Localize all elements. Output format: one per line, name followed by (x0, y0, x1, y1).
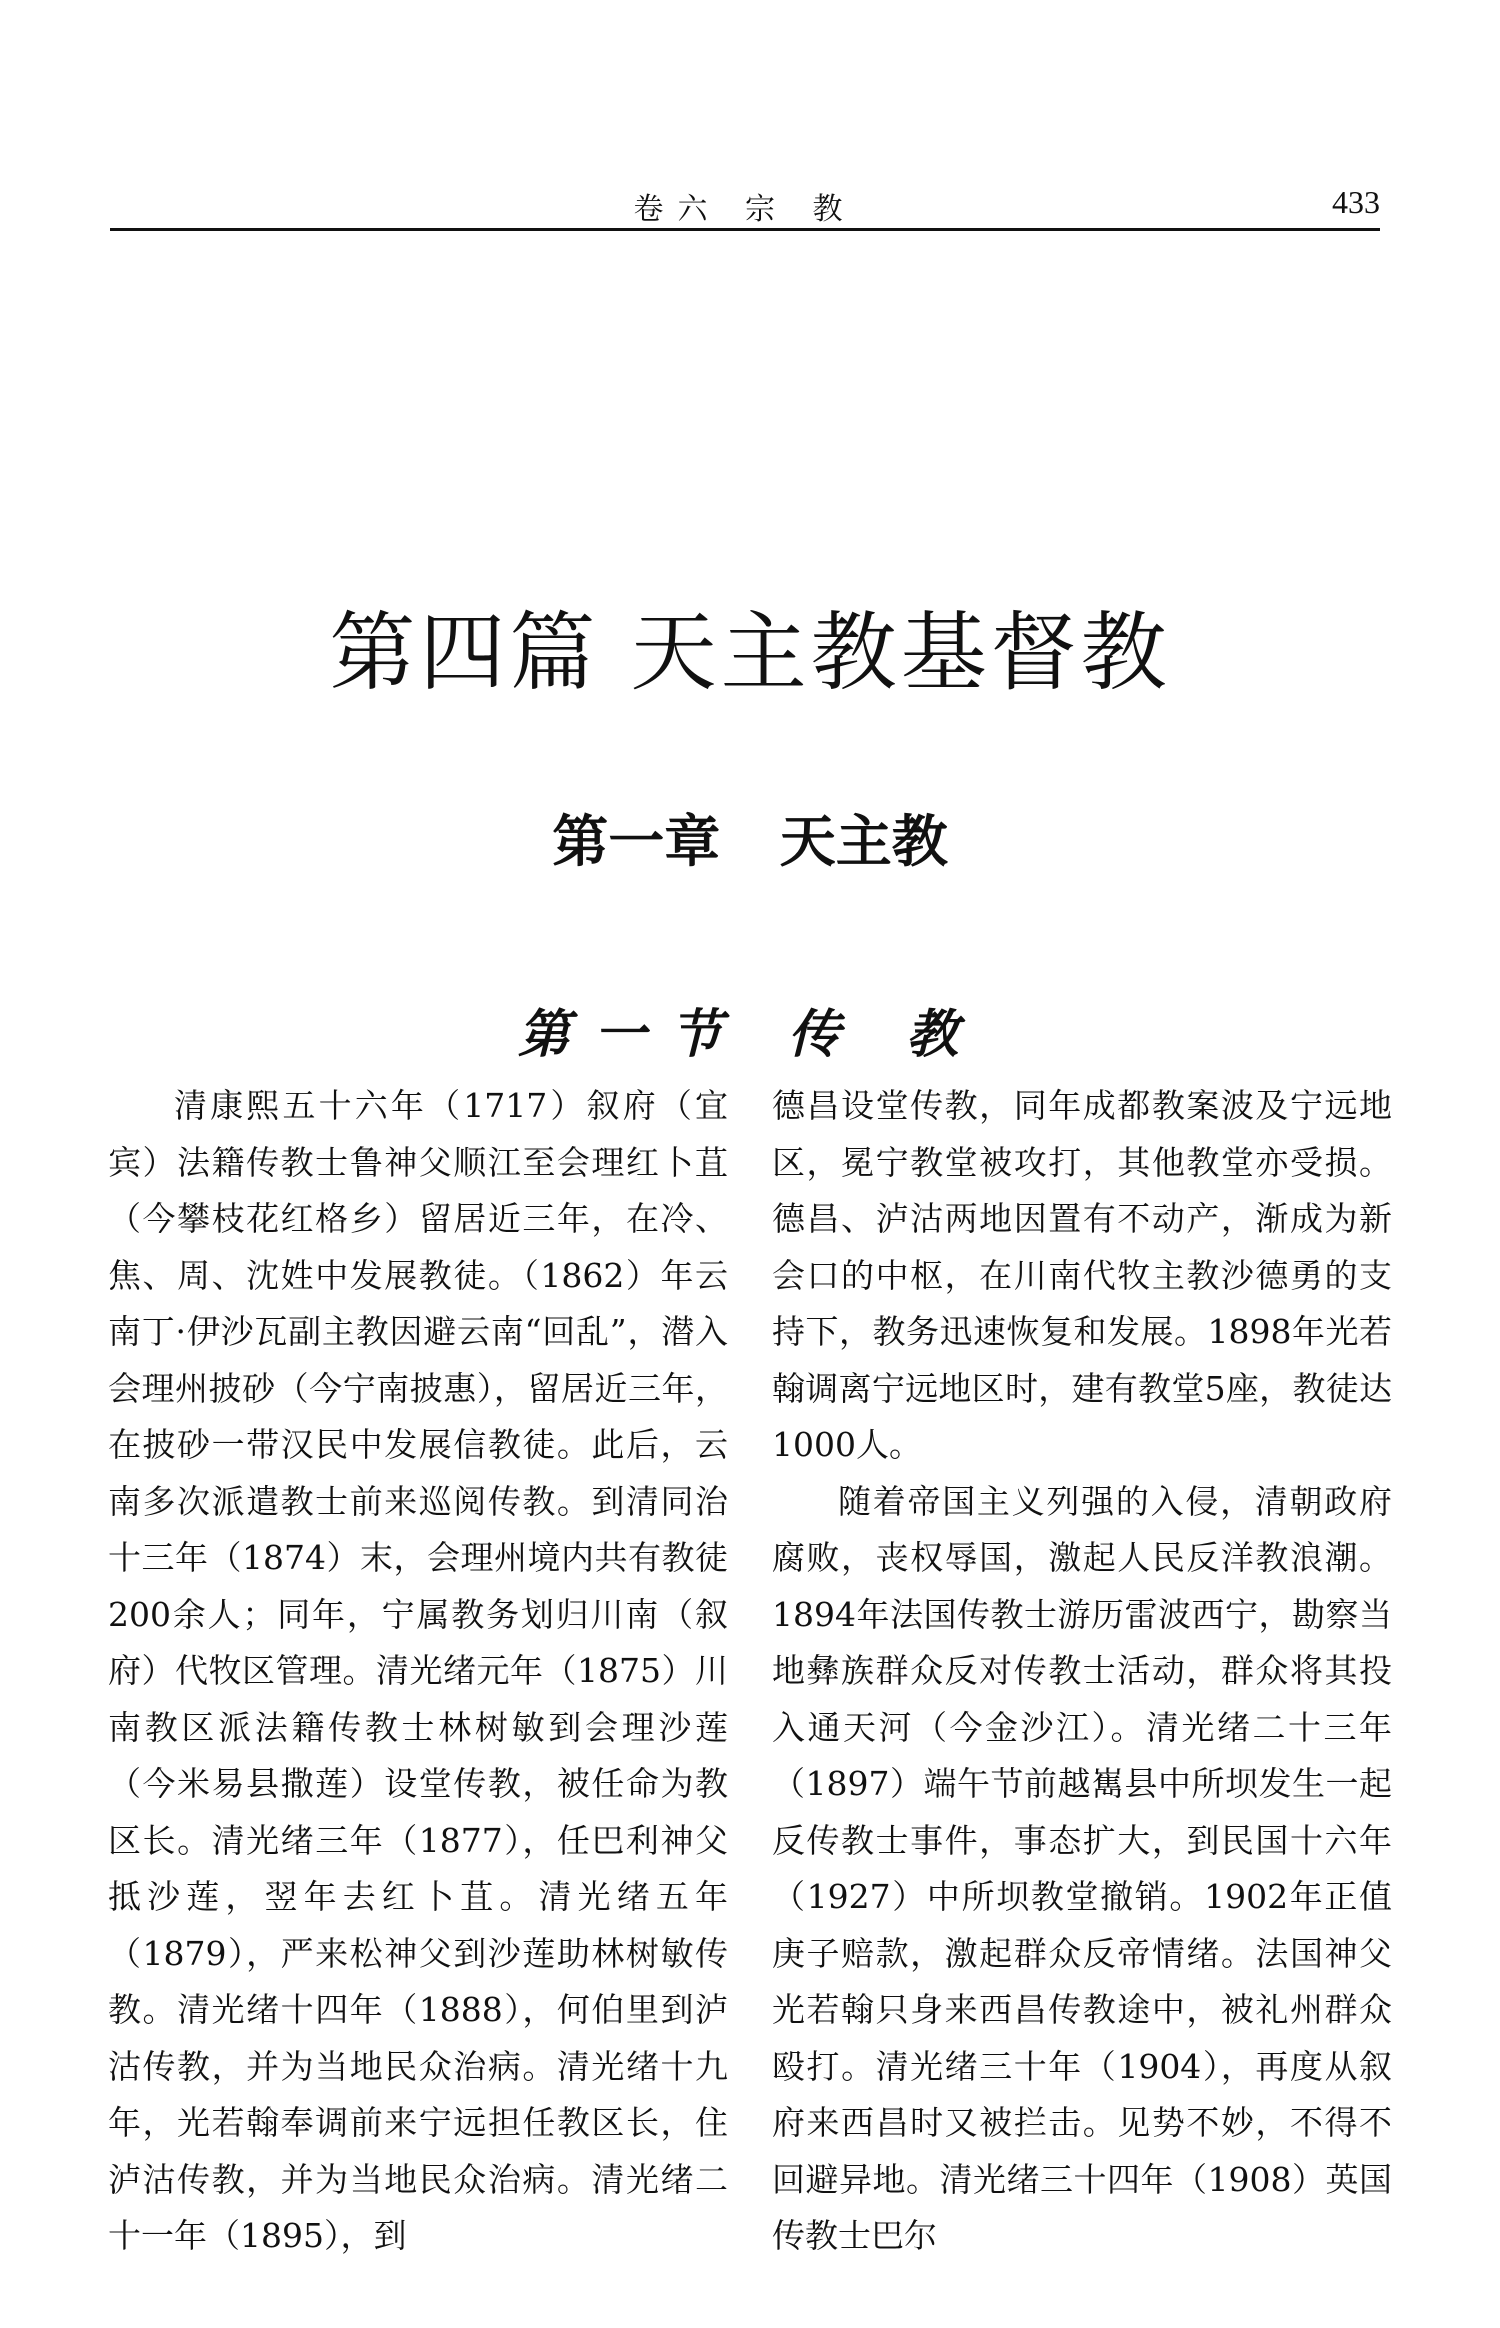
right-column (772, 1078, 1392, 2265)
right-paragraph-2: 随着帝国主义列强的入侵，清朝政府腐败，丧权辱国，激起人民反洋教浪潮。1894年法国传教士游历雷波西宁，勘察当地彝族群众反对传教士活动，群众将其投入通天河（今金沙江）。清光绪二十三年（1897）端午节前越嶲县中所坝发生一起反传教士事件，事态扩大，到民国十六年（1927）中所坝教堂撤销。1902年正值庚子赔款，激起群众反帝情绪。法国神父光若翰只身来西昌传教途中，被礼州群众殴打。清光绪三十年（1904），再度从叙府来西昌时又被拦击。见势不妙，不得不回避异地。清光绪三十四年（1908）英国传教士巴尔 (772, 1481, 1392, 2255)
left-column (108, 1078, 728, 2265)
running-head-title: 卷六 宗 教 (633, 192, 857, 227)
page-number: 433 (1332, 184, 1380, 220)
chapter-title: 第一章 天主教 (552, 809, 948, 876)
right-paragraph-1: 德昌设堂传教，同年成都教案波及宁远地区，冕宁教堂被攻打，其他教堂亦受损。德昌、泸沽两地因置有不动产，渐成为新会口的中枢，在川南代牧主教沙德勇的支持下，教务迅速恢复和发展。1898年光若翰调离宁远地区时，建有教堂5座，教徒达1000人。 (772, 1086, 1392, 1464)
part-title: 第四篇 天主教基督教 (329, 602, 1171, 703)
section-title: 第一节 传 教 (517, 1004, 983, 1065)
left-paragraph-1: 清康熙五十六年（1717）叙府（宜宾）法籍传教士鲁神父顺江至会理红卜苴（今攀枝花红格乡）留居近三年，在冷、焦、周、沈姓中发展教徒。（1862）年云南丁·伊沙瓦副主教因避云南“回乱”，潜入会理州披砂（今宁南披惠），留居近三年，在披砂一带汉民中发展信教徒。此后，云南多次派遣教士前来巡阅传教。到清同治十三年（1874）末，会理州境内共有教徒200余人；同年，宁属教务划归川南（叙府）代牧区管理。清光绪元年（1875）川南教区派法籍传教士林树敏到会理沙莲（今米易县撒莲）设堂传教，被任命为教区长。清光绪三年（1877），任巴利神父抵沙莲，翌年去红卜苴。清光绪五年（1879），严来松神父到沙莲助林树敏传教。清光绪十四年（1888），何伯里到泸沽传教，并为当地民众治病。清光绪十九年，光若翰奉调前来宁远担任教区长，住泸沽传教，并为当地民众治病。清光绪二十一年（1895），到 (108, 1086, 728, 2255)
running-head (110, 178, 1380, 231)
